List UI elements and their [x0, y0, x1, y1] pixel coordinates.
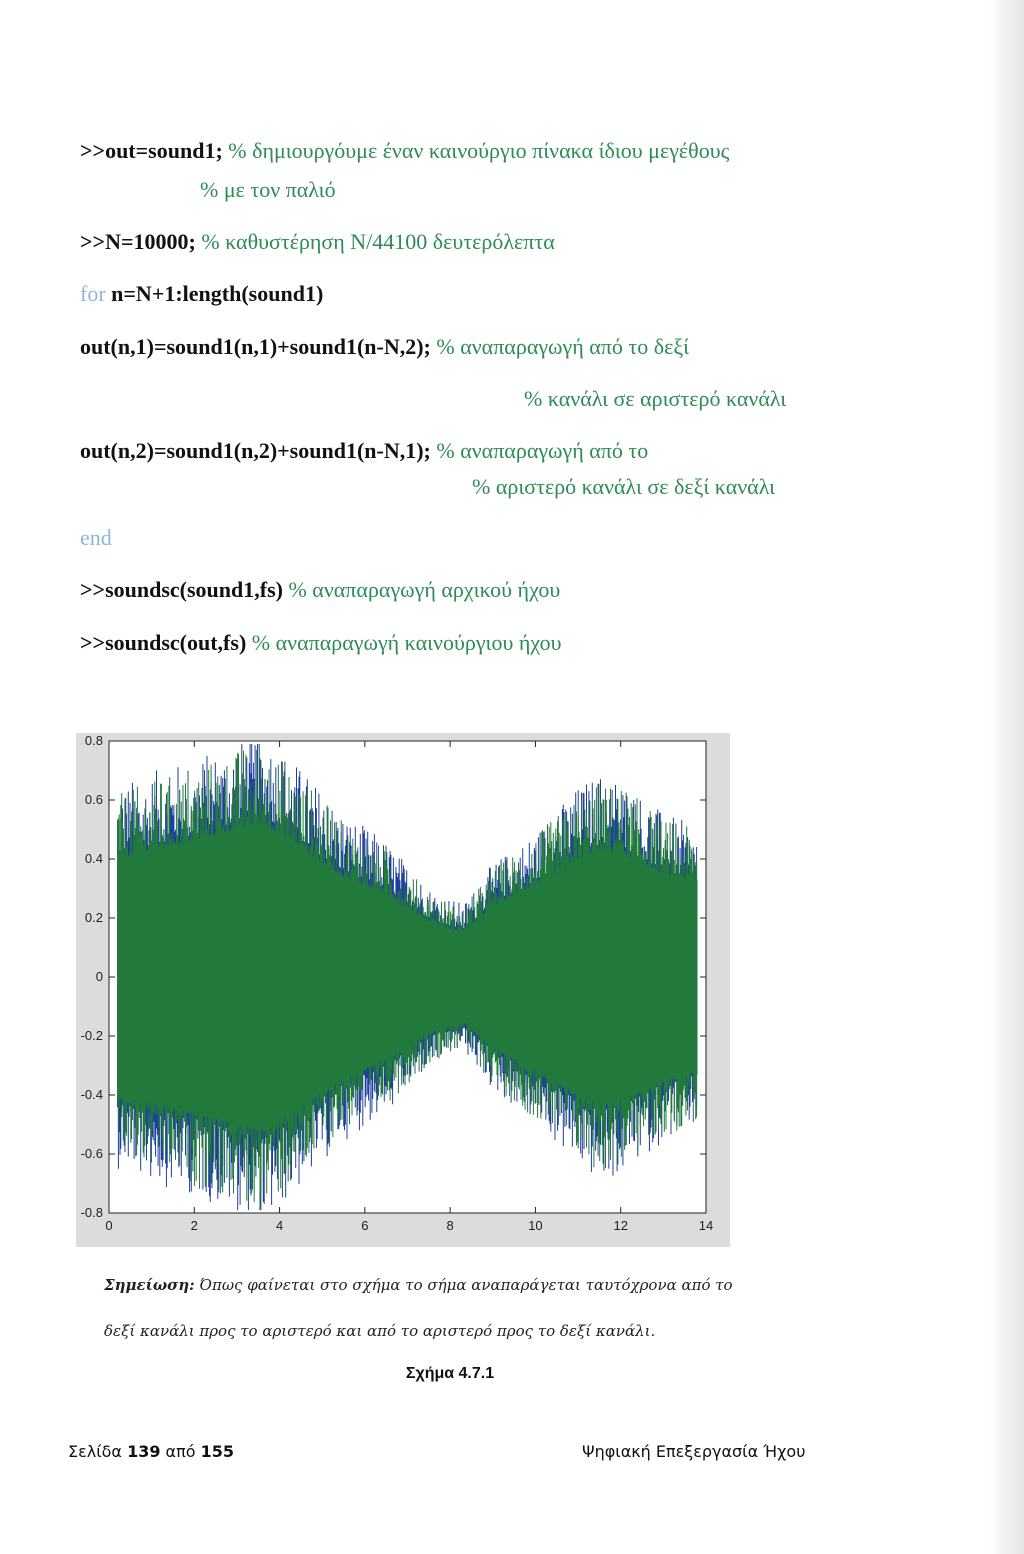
code-line-7: out(n,2)=sound1(n,2)+sound1(n-N,1); % αναπαραγωγή από το — [80, 438, 649, 463]
x-tick-label-7: 14 — [698, 1218, 714, 1233]
y-tick-label-5: -0.2 — [80, 1028, 103, 1043]
y-tick-label-4: 0 — [95, 969, 103, 984]
figure-note-continuation — [104, 1322, 784, 1340]
note-label: Σημείωση: — [104, 1276, 195, 1294]
code-line-6: % κανάλι σε αριστερό κανάλι — [524, 386, 787, 411]
page-edge-shadow — [990, 0, 1024, 1554]
x-tick-label-3: 6 — [361, 1218, 369, 1233]
code-line-3: >>N=10000; % καθυστέρηση N/44100 δευτερόλεπτα — [80, 229, 555, 254]
code-line-4: for n=N+1:length(sound1) — [80, 281, 324, 306]
y-tick-label-0: 0.8 — [84, 733, 103, 748]
x-tick-label-0: 0 — [105, 1218, 113, 1233]
book-title: Ψηφιακή Επεξεργασία Ήχου — [582, 1442, 806, 1461]
y-tick-label-8: -0.8 — [80, 1205, 103, 1220]
code-line-1: >>out=sound1; % δημιουργόυμε έναν καινούργιο πίνακα ίδιου μεγέθους — [80, 138, 730, 163]
y-tick-label-2: 0.4 — [84, 851, 103, 866]
x-tick-label-2: 4 — [275, 1218, 284, 1233]
code-line-8: % αριστερό κανάλι σε δεξί κανάλι — [472, 474, 776, 499]
code-line-10: >>soundsc(sound1,fs) % αναπαραγωγή αρχικού ήχου — [80, 577, 561, 602]
x-tick-label-4: 8 — [446, 1218, 454, 1233]
y-tick-label-7: -0.6 — [80, 1146, 103, 1161]
note-line-1: Όπως φαίνεται στο σχήμα το σήμα αναπαράγεται ταυτόχρονα από το — [194, 1276, 733, 1294]
x-tick-label-5: 10 — [528, 1218, 543, 1233]
page-number: Σελίδα 139 από 155 — [68, 1442, 235, 1461]
y-tick-label-6: -0.4 — [80, 1087, 103, 1102]
note-line-2: δεξί κανάλι προς το αριστερό και από το αριστερό προς το δεξί κανάλι. — [104, 1322, 656, 1340]
waveform-plot — [76, 733, 730, 1247]
y-tick-label-1: 0.6 — [84, 792, 103, 807]
y-tick-label-3: 0.2 — [84, 910, 103, 925]
code-listing — [0, 0, 990, 700]
figure-note — [104, 1276, 784, 1294]
figure-caption: Σχήμα 4.7.1 — [405, 1365, 495, 1382]
waveform-figure — [76, 733, 730, 1247]
x-tick-label-6: 12 — [613, 1218, 628, 1233]
code-line-5: out(n,1)=sound1(n,1)+sound1(n-N,2); % αναπαραγωγή από το δεξί — [80, 334, 690, 359]
code-line-2: % με τον παλιό — [200, 177, 336, 202]
code-line-9: end — [80, 525, 112, 550]
code-line-11: >>soundsc(out,fs) % αναπαραγωγή καινούργιου ήχου — [80, 630, 562, 655]
x-tick-label-1: 2 — [190, 1218, 198, 1233]
waveform-traces — [109, 741, 706, 1213]
